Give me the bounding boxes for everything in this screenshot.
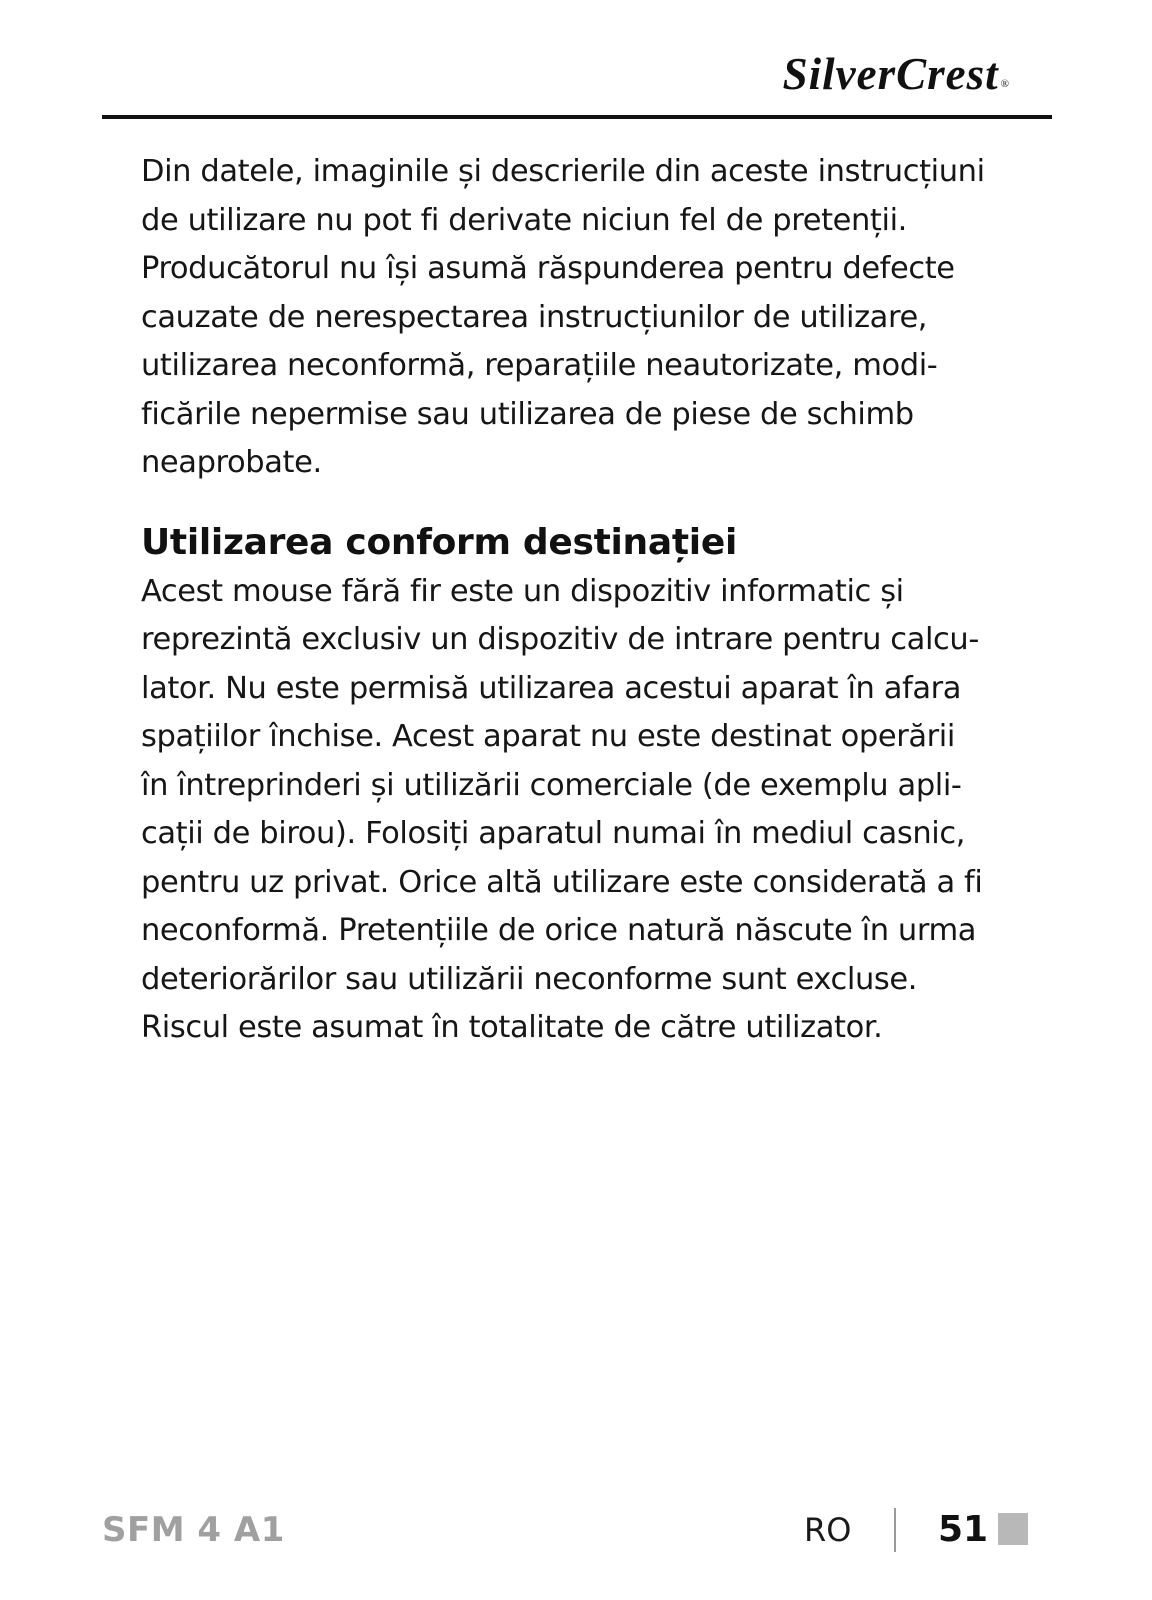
brand-name: SilverCrest (782, 49, 999, 99)
text-line: utilizarea neconformă, reparațiile neautorizate, modi- (141, 348, 938, 383)
section-title: Utilizarea conform destinației (141, 521, 737, 563)
text-line: cauzate de nerespectarea instrucțiunilor de utilizare, (141, 299, 928, 335)
page-footer (0, 1502, 1152, 1562)
registered-mark: ® (1000, 78, 1010, 90)
header-rule (102, 115, 1052, 119)
text-line: reprezintă exclusiv un dispozitiv de intrare pentru calcu- (141, 622, 979, 657)
page-number: 51 (938, 1509, 989, 1550)
text-line: cații de birou). Folosiți aparatul numai în mediul casnic, (141, 816, 965, 851)
text-line: lator. Nu este permisă utilizarea acestui aparat în afara (141, 670, 962, 706)
intro-paragraph (141, 148, 1041, 488)
page-marker-square-icon (998, 1513, 1028, 1545)
text-line: Acest mouse fără fir este un dispozitiv informatic și (141, 573, 904, 609)
text-line: spațiilor închise. Acest aparat nu este destinat operării (141, 719, 955, 754)
text-line: deteriorărilor sau utilizării neconforme sunt excluse. (141, 961, 918, 997)
text-line: în întreprinderi și utilizării comerciale (de exemplu apli- (141, 767, 962, 803)
text-line: neconformă. Pretențiile de orice natură născute în urma (141, 913, 977, 948)
text-line: Producătorul nu își asumă răspunderea pentru defecte (141, 251, 955, 286)
brand-logo (783, 48, 1010, 100)
footer-divider (894, 1508, 896, 1552)
text-line: ficările nepermise sau utilizarea de piese de schimb (141, 396, 914, 432)
text-line: Riscul este asumat în totalitate de către utilizator. (141, 1010, 883, 1045)
text-line: pentru uz privat. Orice altă utilizare este considerată a fi (141, 864, 983, 900)
language-code: RO (804, 1511, 852, 1549)
text-line: de utilizare nu pot fi derivate niciun fel de pretenții. (141, 202, 907, 238)
model-number: SFM 4 A1 (102, 1510, 285, 1550)
text-line: neaprobate. (141, 445, 322, 480)
text-line: Din datele, imaginile și descrierile din aceste instrucțiuni (141, 154, 985, 189)
section-paragraph (141, 568, 1041, 1053)
page-content (141, 148, 1041, 1053)
